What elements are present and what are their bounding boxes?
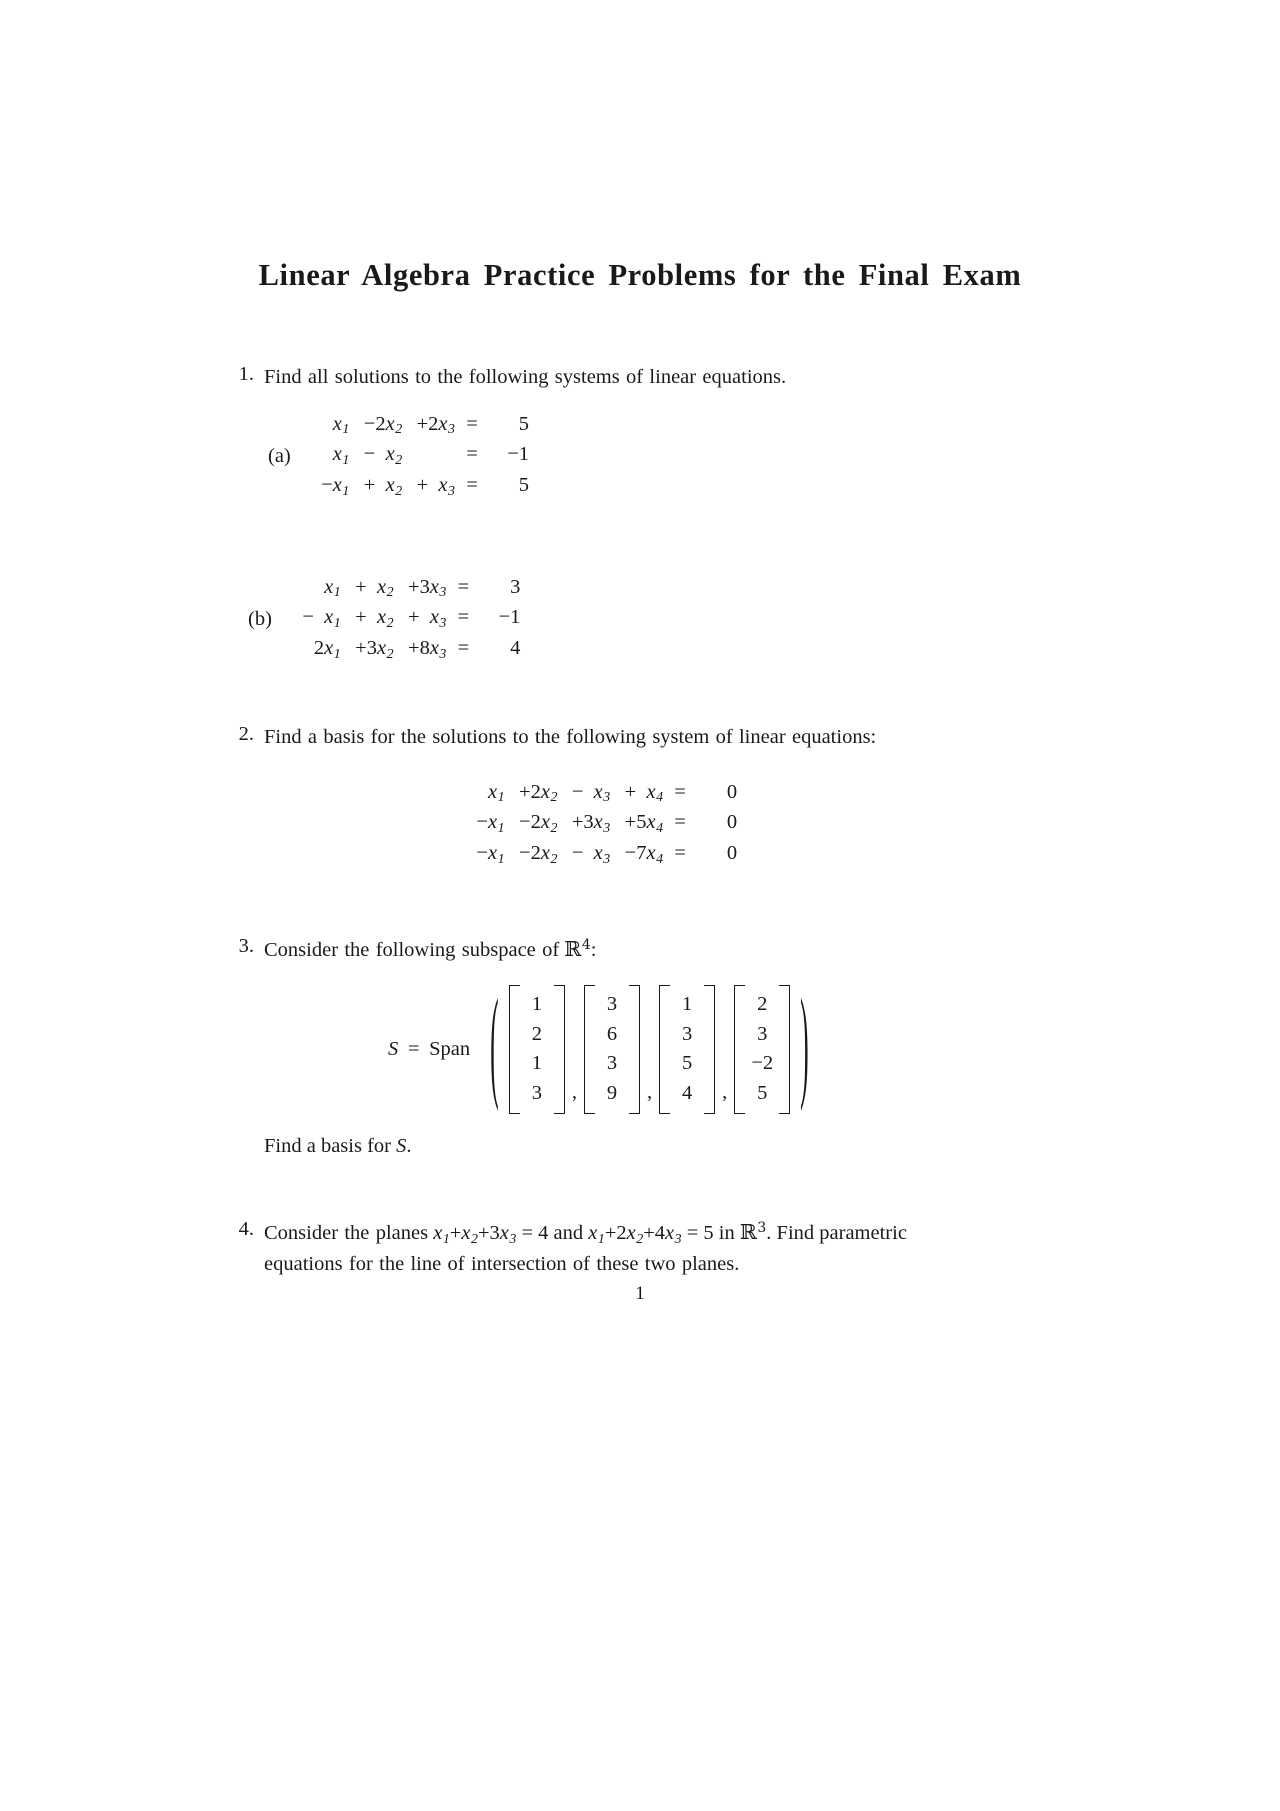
bracket-right (554, 985, 565, 1114)
term-value: $x_4$ (646, 780, 664, 806)
vector-entry: 3 (606, 993, 618, 1015)
problem-3-number: 3. (238, 935, 254, 957)
vector-entry: 3 (682, 1022, 693, 1045)
bracket-left (659, 985, 670, 1114)
term-value: $2x_2$ (530, 811, 558, 837)
term-value: $x_1$ (332, 474, 350, 500)
term-value: $x_2$ (385, 443, 403, 469)
term-value: $x_1$ (332, 443, 350, 469)
vector-entry: 3 (757, 1022, 768, 1045)
problem-2-system (462, 778, 737, 871)
vector-entry: 2 (531, 1022, 543, 1045)
vector-separator: , (571, 1080, 578, 1103)
problem-3-follow-up (264, 1135, 411, 1158)
plane-equation-1: $x_1+x_2+3x_3 = 4$ (433, 1222, 549, 1247)
right-hand-side: 0 (726, 842, 738, 865)
term-sign: − (476, 842, 488, 865)
term-value: $5x_4$ (636, 811, 664, 837)
term-value: $2x_3$ (428, 412, 455, 438)
bracket-right (629, 985, 640, 1114)
term-sign: + (624, 780, 637, 803)
term-value: $3x_2$ (366, 637, 394, 663)
plane-equation-2: $x_1+2x_2+4x_3 = 5$ (588, 1222, 714, 1247)
term-sign: − (571, 780, 584, 803)
span-keyword: Span (429, 1037, 471, 1060)
term-sign: − (519, 811, 531, 834)
vector-entry: 1 (531, 993, 543, 1015)
vector-entry: 5 (682, 1052, 693, 1075)
term-value: $x_2$ (376, 575, 394, 601)
term-sign: + (416, 474, 429, 497)
vector-entry: 6 (606, 1022, 618, 1045)
term-value: $x_1$ (488, 811, 505, 837)
term-value: $x_1$ (332, 412, 350, 438)
equals-sign: = (674, 811, 686, 834)
equation-row (288, 573, 520, 604)
term-value: $x_3$ (593, 780, 611, 806)
vector-entry: 5 (757, 1082, 768, 1105)
bracket-left (584, 985, 595, 1114)
term-value: $2x_2$ (375, 412, 403, 438)
vector-entries (670, 985, 704, 1114)
problem-4-line1-a: Consider the planes (264, 1222, 429, 1244)
term-sign: + (416, 412, 429, 435)
problem-4-line1-b: and (553, 1222, 584, 1244)
term-value: $x_3$ (438, 474, 455, 500)
vector-separator: , (722, 1080, 728, 1103)
vector-entry: 3 (606, 1052, 618, 1075)
problem-1-text: Find all solutions to the following systems of linear equations. (264, 366, 787, 388)
term-sign: + (408, 606, 420, 629)
span-lead (388, 1038, 470, 1061)
problem-1b-system (248, 573, 520, 666)
vector-list (509, 985, 790, 1114)
term-sign (288, 573, 314, 604)
problem-4-text (264, 1218, 975, 1279)
term-value: $7x_4$ (636, 842, 664, 868)
equation-row (288, 635, 520, 666)
problem-3-text (264, 935, 596, 965)
vector-entry: 3 (531, 1082, 543, 1105)
bracket-right (704, 985, 715, 1114)
equation-row (307, 410, 529, 441)
term-value: $2x_2$ (530, 780, 558, 806)
bracket-right (779, 985, 790, 1114)
problem-3-text-after: : (590, 939, 597, 961)
vector-entry: 9 (606, 1082, 618, 1105)
right-hand-side: 0 (726, 780, 738, 803)
term-value: $2x_1$ (313, 637, 341, 663)
equals-sign: = (466, 474, 478, 497)
term-sign: − (363, 412, 376, 435)
term-sign: + (408, 637, 420, 660)
term-value: $x_1$ (324, 606, 341, 632)
problem-4-number: 4. (238, 1218, 254, 1240)
equals-sign: = (466, 443, 478, 466)
problem-1-number: 1. (238, 363, 254, 385)
problem-3-text-before: Consider the following subspace of (264, 939, 560, 961)
term-sign: − (302, 606, 314, 629)
equals-sign: = (674, 780, 686, 803)
term-value: $3x_3$ (419, 575, 447, 601)
term-sign: − (571, 842, 584, 865)
right-hand-side: −1 (498, 606, 521, 629)
real-space-exponent-3: 3 (757, 1220, 767, 1237)
real-space-exponent: 4 (581, 937, 591, 954)
bracket-left (734, 985, 745, 1114)
column-vector (584, 985, 640, 1114)
problem-1 (230, 363, 970, 392)
term-value: $8x_3$ (419, 637, 447, 663)
equation-row (462, 778, 737, 809)
problem-4-line1-d: . Find (766, 1222, 815, 1244)
equation-row (288, 604, 520, 635)
equals-sign: = (466, 412, 478, 435)
problem-4-line2: parametric equations for the line of intersection of these two planes. (264, 1222, 907, 1275)
page-number: 1 (635, 1283, 645, 1304)
problem-4-line1-c: in (718, 1222, 735, 1244)
right-hand-side: 5 (518, 474, 529, 497)
term-value: $3x_3$ (583, 811, 611, 837)
problem-3-follow-up-text: Find a basis for S. (264, 1135, 412, 1157)
term-value: $x_1$ (488, 780, 505, 806)
equation-row (307, 472, 529, 503)
problem-4 (230, 1218, 975, 1279)
problem-3 (230, 935, 990, 965)
equals-sign: = (457, 606, 470, 629)
term-sign: − (519, 842, 531, 865)
right-hand-side: 0 (726, 811, 738, 834)
problem-3-span (388, 980, 819, 1116)
vector-separator: , (647, 1080, 653, 1103)
vector-entry: 1 (682, 993, 693, 1015)
term-sign: − (624, 842, 637, 865)
term-value (428, 441, 455, 472)
problem-1a-equations (307, 410, 529, 503)
term-sign: + (355, 575, 367, 598)
term-sign: + (355, 637, 367, 660)
column-vector (734, 985, 790, 1114)
right-hand-side: 3 (510, 575, 521, 598)
term-sign: + (408, 575, 420, 598)
column-vector (659, 985, 715, 1114)
term-sign (462, 778, 488, 809)
term-sign: + (571, 811, 584, 834)
term-sign: − (321, 474, 333, 497)
term-sign: + (519, 780, 531, 803)
term-value: $2x_2$ (530, 842, 558, 868)
equals-sign: = (674, 842, 686, 865)
equals-sign: = (457, 637, 470, 660)
equals-sign: = (457, 575, 470, 598)
right-hand-side: 5 (518, 412, 529, 435)
term-value: $x_1$ (488, 842, 505, 868)
big-left-paren: ( (490, 980, 499, 1116)
big-right-paren: ) (800, 980, 809, 1116)
right-hand-side: 4 (510, 637, 521, 660)
problem-2-number: 2. (238, 723, 254, 745)
vector-entries (745, 985, 779, 1114)
term-value: $x_1$ (324, 575, 341, 601)
term-value: $x_3$ (593, 842, 611, 868)
vector-entry: 1 (531, 1052, 543, 1075)
term-sign (307, 441, 333, 472)
problem-1b-equations (288, 573, 520, 666)
problem-1a-system (268, 410, 529, 503)
problem-2 (230, 723, 990, 752)
page-title: Linear Algebra Practice Problems for the Final Exam (258, 258, 1022, 292)
problem-1a-label: (a) (268, 444, 291, 467)
equation-row (462, 809, 737, 840)
vector-entries (520, 985, 554, 1114)
term-sign (402, 441, 428, 472)
term-sign: + (355, 606, 367, 629)
term-sign: − (363, 443, 376, 466)
problem-2-equations (462, 778, 737, 871)
vector-entry: 4 (682, 1082, 693, 1105)
vector-entry: 2 (757, 993, 768, 1015)
term-sign: + (624, 811, 637, 834)
real-space-symbol: ℝ$^4$ (564, 937, 591, 961)
term-value: $x_2$ (376, 606, 394, 632)
term-sign (288, 635, 314, 666)
real-space-symbol-3: ℝ$^3$ (739, 1220, 767, 1244)
term-value: $x_2$ (385, 474, 403, 500)
problem-1b-label: (b) (248, 607, 272, 630)
equation-row (307, 441, 529, 472)
vector-entries (595, 985, 629, 1114)
equation-row (462, 840, 737, 871)
column-vector (509, 985, 565, 1114)
term-sign: − (476, 811, 488, 834)
bracket-left (509, 985, 520, 1114)
term-sign (307, 410, 333, 441)
term-value: $x_3$ (429, 606, 447, 632)
equals-sign: = (407, 1037, 420, 1060)
term-sign: + (363, 474, 376, 497)
right-hand-side: −1 (507, 443, 529, 466)
vector-entry: −2 (751, 1052, 774, 1075)
subspace-name: S (388, 1037, 399, 1060)
problem-2-text: Find a basis for the solutions to the following system of linear equations: (264, 726, 877, 748)
